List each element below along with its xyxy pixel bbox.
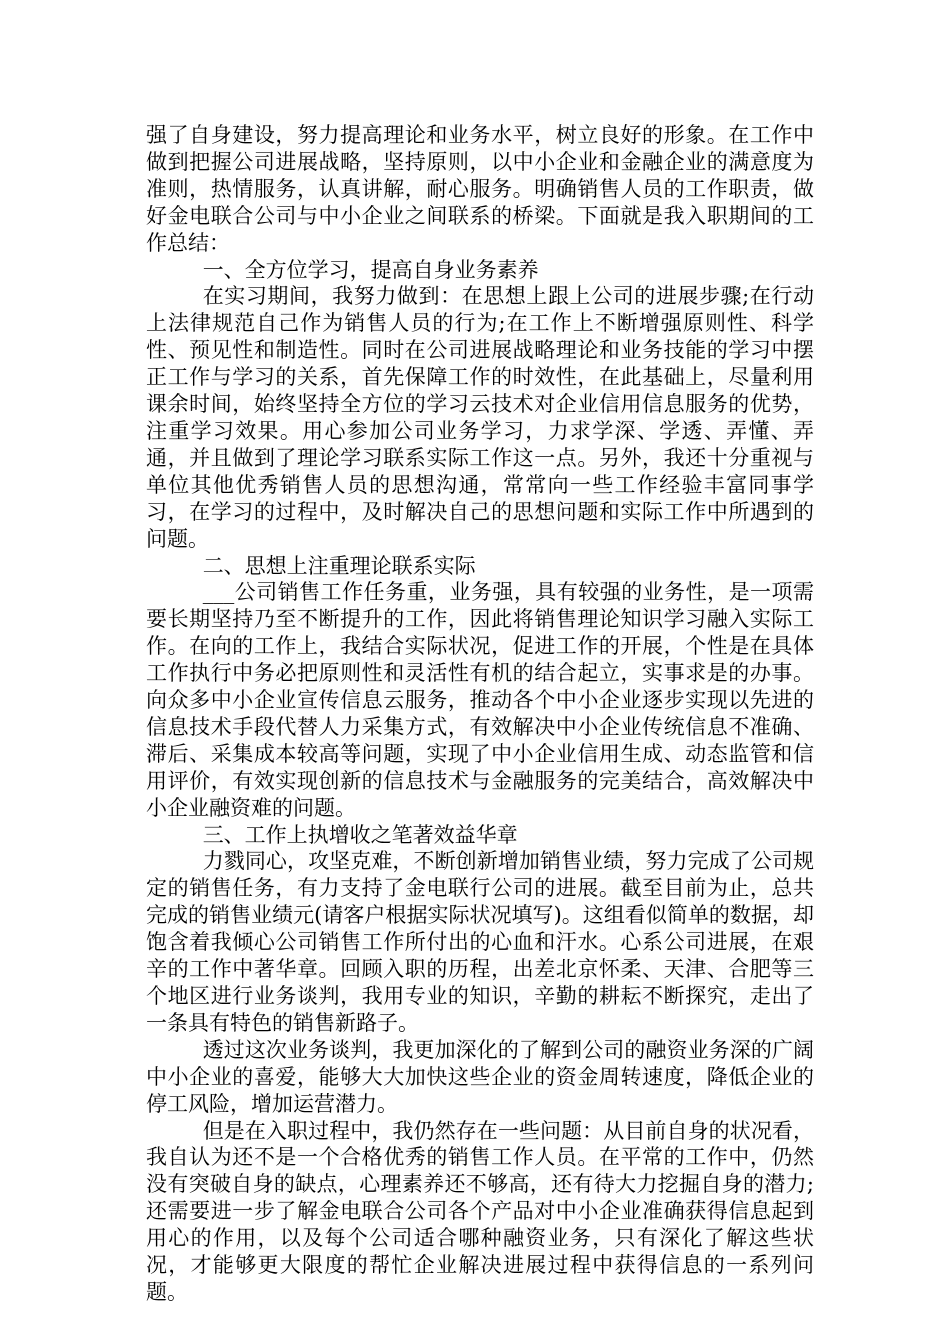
section-heading-3: 三、工作上执增收之笔著效益华章: [202, 822, 518, 847]
section-heading-2: 二、思想上注重理论联系实际: [202, 553, 476, 578]
section-heading-1: 一、全方位学习，提高自身业务素养: [202, 257, 539, 282]
paragraph-problems: 但是在入职过程中，我仍然存在一些问题：从目前自身的状况看，我自认为还不是一个合格优秀的销售工作人员。在平常的工作中，仍然没有突破自身的缺点，心理素养还不够高，还有待大力挖掘自身的潜力;还需要进一步了解金电联合公司各个产品对中小企业准确获得信息起到用心的作用，以及每个公司适合哪种融资业务，只有深化了解这些状况，才能够更大限度的帮忙企业解决进展过程中获得信息的一系列问题。: [146, 1118, 814, 1304]
paragraph-section-3: 力戮同心，攻坚克难，不断创新增加销售业绩，努力完成了公司规定的销售任务，有力支持了金电联行公司的进展。截至目前为止，总共完成的销售业绩元(请客户根据实际状况填写)。这组看似简单的数据，却饱含着我倾心公司销售工作所付出的心血和汗水。心系公司进展，在艰辛的工作中著华章。回顾入职的历程，出差北京怀柔、天津、合肥等三个地区进行业务谈判，我用专业的知识，辛勤的耕耘不断探究，走出了一条具有特色的销售新路子。: [146, 849, 814, 1035]
paragraph-negotiation: 透过这次业务谈判，我更加深化的了解到公司的融资业务深的广阔中小企业的喜爱，能够大大加快这些企业的资金周转速度，降低企业的停工风险，增加运营潜力。: [146, 1037, 814, 1116]
paragraph-section-2: ___公司销售工作任务重，业务强，具有较强的业务性，是一项需要长期坚持乃至不断提升的工作，因此将销售理论知识学习融入实际工作。在向的工作上，我结合实际状况，促进工作的开展，个性是在具体工作执行中务必把原则性和灵活性有机的结合起立，实事求是的办事。向众多中小企业宣传信息云服务，推动各个中小企业逐步实现以先进的信息技术手段代替人力采集方式，有效解决中小企业传统信息不准确、滞后、采集成本较高等问题，实现了中小企业信用生成、动态监管和信用评价，有效实现创新的信息技术与金融服务的完美结合，高效解决中小企业融资难的问题。: [146, 580, 814, 820]
paragraph-section-1: 在实习期间，我努力做到：在思想上跟上公司的进展步骤;在行动上法律规范自己作为销售人员的行为;在工作上不断增强原则性、科学性、预见性和制造性。同时在公司进展战略理论和业务技能的学习中摆正工作与学习的关系，首先保障工作的时效性，在此基础上，尽量利用课余时间，始终坚持全方位的学习云技术对企业信用信息服务的优势，注重学习效果。用心参加公司业务学习，力求学深、学透、弄懂、弄通，并且做到了理论学习联系实际工作这一点。另外，我还十分重视与单位其他优秀销售人员的思想沟通，常常向一些工作经验丰富同事学习，在学习的过程中，及时解决自己的思想问题和实际工作中所遇到的问题。: [146, 284, 814, 551]
paragraph-intro: 强了自身建设，努力提高理论和业务水平，树立良好的形象。在工作中做到把握公司进展战略，坚持原则，以中小企业和金融企业的满意度为准则，热情服务，认真讲解，耐心服务。明确销售人员的工作职责，做好金电联合公司与中小企业之间联系的桥梁。下面就是我入职期间的工作总结：: [146, 123, 814, 255]
document-body: [146, 122, 814, 1306]
